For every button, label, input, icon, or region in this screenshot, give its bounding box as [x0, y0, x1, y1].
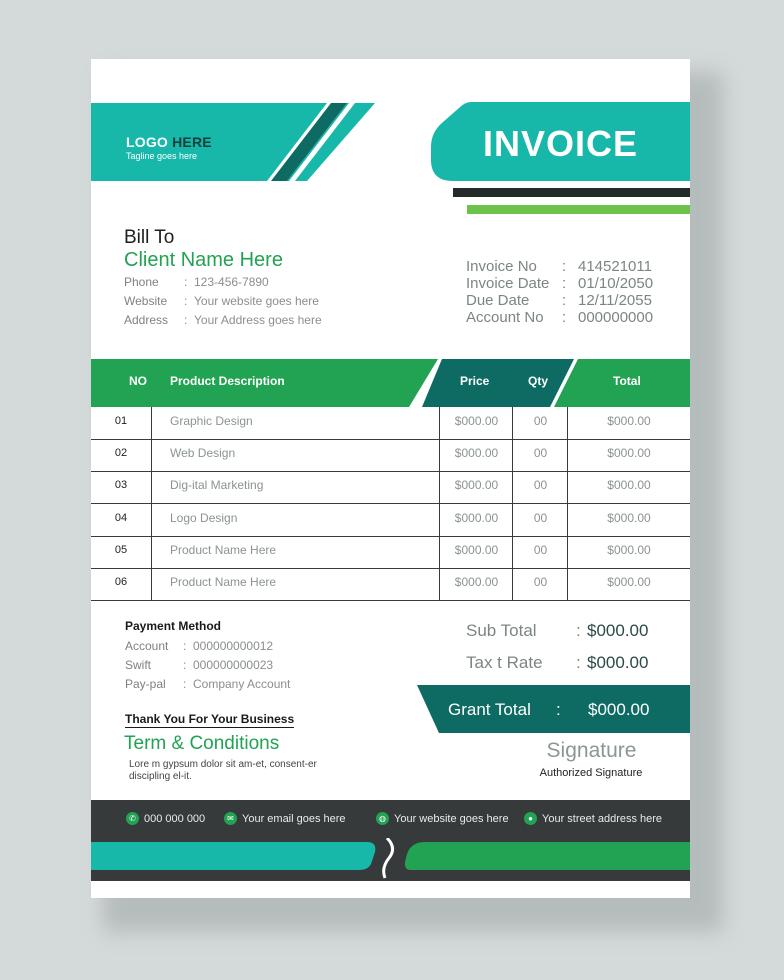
row-description: Product Name Here: [170, 543, 277, 557]
row-description: Web Design: [170, 446, 236, 460]
row-qty: 00: [533, 511, 548, 525]
header-description: Product Description: [170, 374, 285, 388]
header-price: Price: [460, 374, 490, 388]
row-qty: 00: [533, 446, 548, 460]
row-description: Dig-ital Marketing: [170, 478, 264, 492]
footer-address: ● Your street address here: [524, 812, 662, 825]
row-price: $000.00: [454, 543, 499, 557]
row-qty: 00: [533, 478, 548, 492]
row-total: $000.00: [607, 543, 651, 557]
table-grid: [91, 407, 690, 601]
row-price: $000.00: [454, 414, 499, 428]
terms-text: Lore m gypsum dolor sit am-et, consent-er discipling el-it.: [129, 759, 317, 782]
invoice-date-row: Invoice Date : 01/10/2050: [466, 275, 654, 292]
account-no-row: Account No : 000000000: [466, 309, 654, 326]
payment-paypal-row: Pay-pal : Company Account: [125, 677, 291, 691]
row-qty: 00: [533, 543, 548, 557]
footer-website: ◍ Your website goes here: [376, 812, 509, 825]
globe-icon: ◍: [376, 812, 389, 825]
row-no: 03: [114, 479, 128, 491]
invoice-page: [91, 59, 690, 898]
row-price: $000.00: [454, 478, 499, 492]
tagline: Tagline goes here: [126, 151, 198, 161]
grand-total-colon: :: [556, 700, 561, 719]
logo: LOGO HERE: [126, 134, 212, 150]
row-no: 02: [114, 447, 128, 459]
signature: Signature: [546, 739, 637, 762]
row-description: Graphic Design: [170, 414, 253, 428]
email-icon: ✉: [224, 812, 237, 825]
footer-band: [91, 838, 690, 898]
row-total: $000.00: [607, 511, 651, 525]
payment-account-row: Account : 000000000012: [125, 639, 274, 653]
payment-swift-row: Swift : 000000000023: [125, 658, 274, 672]
header-qty: Qty: [528, 374, 549, 388]
grand-total-label: Grant Total: [448, 700, 531, 719]
invoice-no-row: Invoice No : 414521011: [466, 258, 652, 275]
header-total: Total: [613, 374, 641, 388]
row-price: $000.00: [454, 511, 499, 525]
location-pin-icon: ●: [524, 812, 537, 825]
authorized-signature: Authorized Signature: [539, 767, 643, 779]
tax-rate-label: Tax t Rate :: [466, 653, 581, 672]
sub-total-value: $000.00: [587, 621, 649, 640]
website-row: Website : Your website goes here: [124, 294, 319, 308]
client-name: Client Name Here: [124, 249, 283, 271]
address-row: Address : Your Address goes here: [124, 313, 322, 327]
row-no: 05: [114, 544, 128, 556]
footer-phone: ✆ 000 000 000: [126, 812, 205, 825]
bill-to-heading: Bill To: [124, 227, 175, 248]
row-no: 06: [114, 576, 128, 588]
row-total: $000.00: [607, 414, 651, 428]
invoice-title: INVOICE: [482, 123, 639, 164]
row-description: Product Name Here: [170, 575, 277, 589]
row-total: $000.00: [607, 478, 651, 492]
phone-icon: ✆: [126, 812, 139, 825]
header-no: NO: [129, 374, 147, 388]
grand-total-value: $000.00: [588, 700, 650, 719]
terms-heading: Term & Conditions: [124, 733, 280, 754]
phone-row: Phone : 123-456-7890: [124, 275, 269, 289]
tax-rate-value: $000.00: [587, 653, 649, 672]
footer-email: ✉ Your email goes here: [224, 812, 346, 825]
row-total: $000.00: [607, 575, 651, 589]
row-price: $000.00: [454, 446, 499, 460]
sub-total-label: Sub Total :: [466, 621, 581, 640]
row-no: 01: [114, 415, 128, 427]
due-date-row: Due Date : 12/11/2055: [466, 292, 652, 309]
payment-method-title: Payment Method: [125, 619, 222, 633]
thank-you-note: Thank You For Your Business: [125, 712, 295, 726]
row-price: $000.00: [454, 575, 499, 589]
row-no: 04: [114, 512, 128, 524]
row-description: Logo Design: [170, 511, 238, 525]
row-qty: 00: [533, 414, 548, 428]
row-qty: 00: [533, 575, 548, 589]
row-total: $000.00: [607, 446, 651, 460]
